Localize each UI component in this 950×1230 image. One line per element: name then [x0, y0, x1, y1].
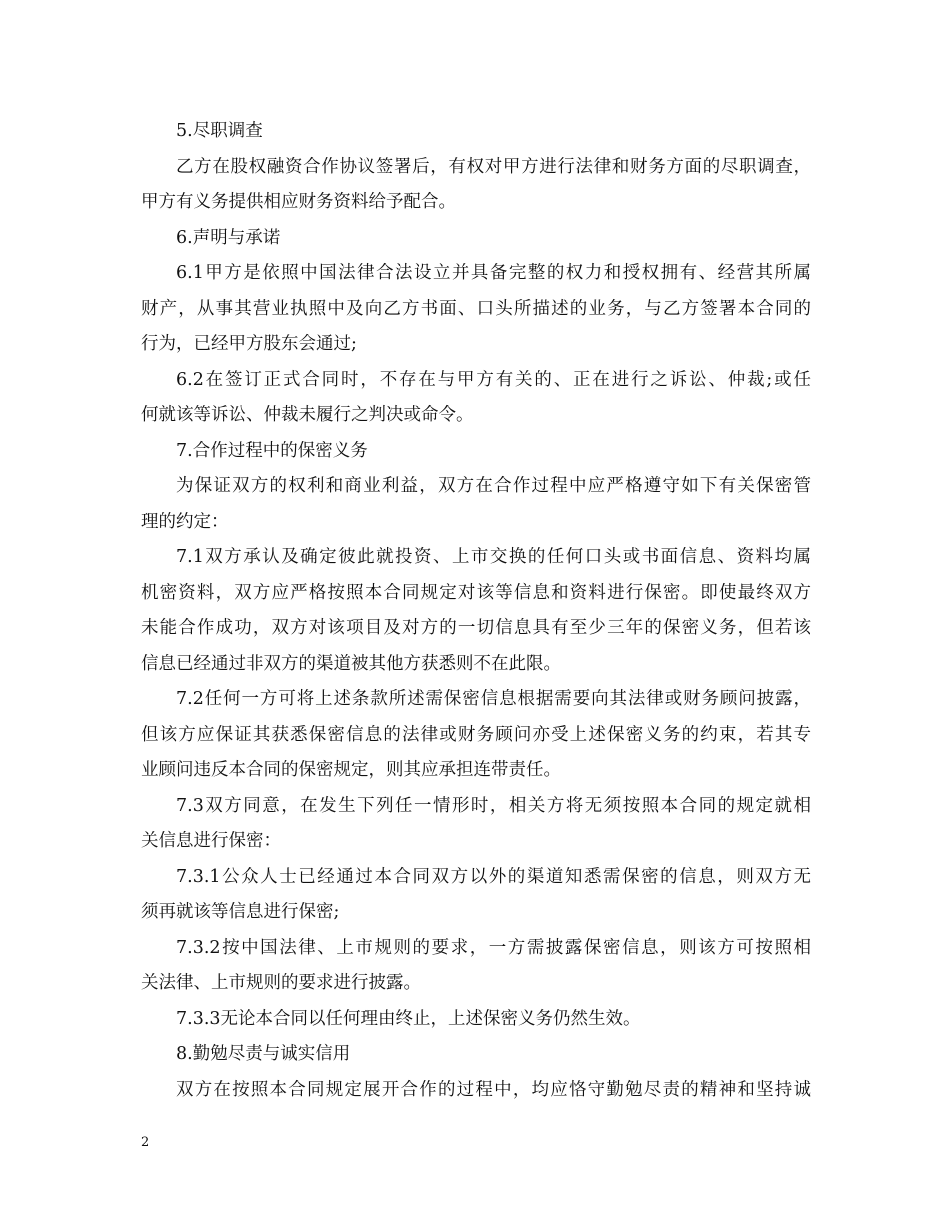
paragraph-line: 财产，从事其营业执照中及向乙方书面、口头所描述的业务，与乙方签署本合同的 — [141, 298, 811, 319]
section-heading: 5.尽职调查 — [176, 121, 263, 141]
paragraph-line: 业顾问违反本合同的保密规定，则其应承担连带责任。 — [141, 760, 561, 780]
paragraph-line: 关信息进行保密： — [141, 831, 281, 851]
section-heading: 6.声明与承诺 — [176, 227, 281, 248]
paragraph-line: 甲方有义务提供相应财务资料给予配合。 — [141, 192, 456, 212]
section-heading: 7.合作过程中的保密义务 — [176, 440, 368, 461]
paragraph-line: 信息已经通过非双方的渠道被其他方获悉则不在此限。 — [141, 653, 561, 674]
contract-body — [141, 114, 811, 1108]
paragraph-line: 机密资料，双方应严格按照本合同规定对该等信息和资料进行保密。即使最终双方 — [141, 582, 811, 603]
paragraph-line: 7.3.2按中国法律、上市规则的要求，一方需披露保密信息，则该方可按照相 — [176, 937, 811, 958]
paragraph-line: 未能合作成功，双方对该项目及对方的一切信息具有至少三年的保密义务，但若该 — [141, 618, 811, 638]
paragraph-line: 双方在按照本合同规定展开合作的过程中，均应恪守勤勉尽责的精神和坚持诚 — [176, 1079, 811, 1100]
paragraph-line: 7.3.3无论本合同以任何理由终止，上述保密义务仍然生效。 — [176, 1008, 641, 1029]
paragraph-line: 6.1甲方是依照中国法律合法设立并具备完整的权力和授权拥有、经营其所属 — [176, 263, 811, 283]
paragraph-line: 何就该等诉讼、仲裁未履行之判决或命令。 — [141, 405, 474, 425]
paragraph-line: 6.2在签订正式合同时，不存在与甲方有关的、正在进行之诉讼、仲裁;或任 — [176, 369, 811, 390]
paragraph-line: 但该方应保证其获悉保密信息的法律或财务顾问亦受上述保密义务的约束，若其专 — [141, 724, 811, 745]
paragraph-line: 为保证双方的权利和商业利益，双方在合作过程中应严格遵守如下有关保密管 — [176, 476, 811, 496]
paragraph-line: 须再就该等信息进行保密; — [141, 902, 340, 922]
paragraph-line: 关法律、上市规则的要求进行披露。 — [141, 973, 421, 993]
paragraph-line: 行为，已经甲方股东会通过; — [141, 334, 357, 354]
paragraph-line: 7.2任何一方可将上述条款所述需保密信息根据需要向其法律或财务顾问披露， — [176, 689, 811, 709]
paragraph-line: 7.3.1公众人士已经通过本合同双方以外的渠道知悉需保密的信息，则双方无 — [176, 866, 811, 887]
paragraph-line: 理的约定： — [141, 511, 229, 532]
paragraph-line: 乙方在股权融资合作协议签署后，有权对甲方进行法律和财务方面的尽职调查， — [176, 156, 811, 177]
page-number: 2 — [141, 1135, 150, 1150]
paragraph-line: 7.3双方同意，在发生下列任一情形时，相关方将无须按照本合同的规定就相 — [176, 795, 811, 816]
paragraph-line: 7.1双方承认及确定彼此就投资、上市交换的任何口头或书面信息、资料均属 — [176, 547, 811, 567]
section-heading: 8.勤勉尽责与诚实信用 — [176, 1044, 351, 1064]
